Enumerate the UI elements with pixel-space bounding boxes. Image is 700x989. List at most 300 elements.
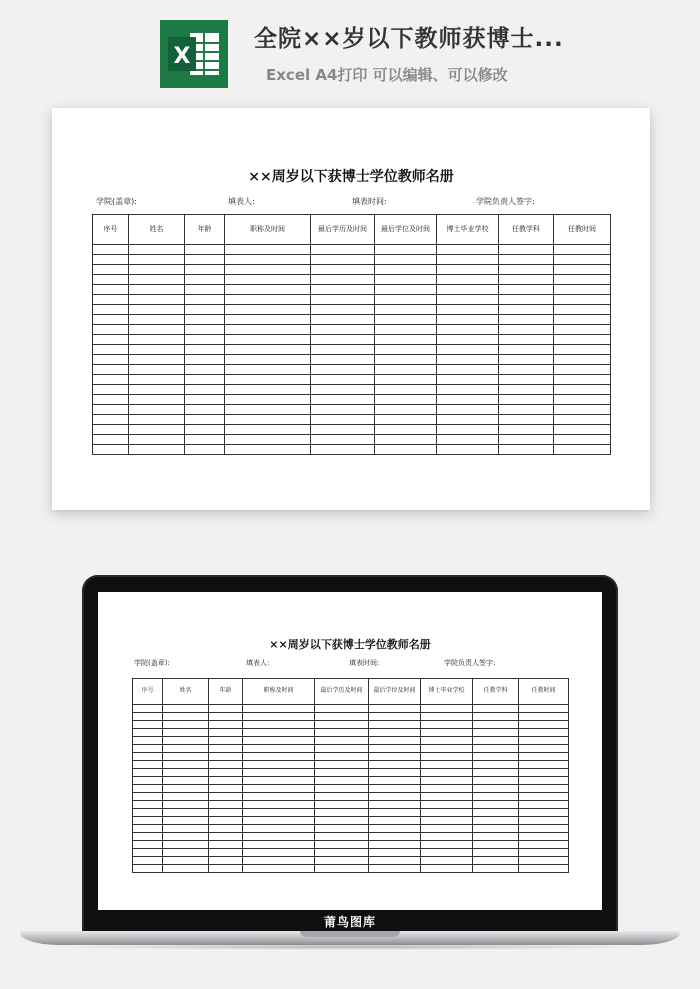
table-row <box>133 713 569 721</box>
table-cell <box>209 713 243 721</box>
table-cell <box>369 801 421 809</box>
table-cell <box>311 325 375 335</box>
table-cell <box>243 865 315 873</box>
laptop-notch <box>300 931 400 937</box>
column-header: 姓名 <box>129 215 185 245</box>
table-row <box>93 265 611 275</box>
table-cell <box>133 753 163 761</box>
table-row <box>133 825 569 833</box>
table-cell <box>315 793 369 801</box>
table-cell <box>93 245 129 255</box>
table-cell <box>315 865 369 873</box>
table-row <box>93 245 611 255</box>
table-cell <box>243 745 315 753</box>
table-cell <box>133 761 163 769</box>
table-cell <box>499 375 554 385</box>
column-header: 最后学位及时间 <box>375 215 437 245</box>
teacher-roster-table-laptop <box>132 678 569 873</box>
table-cell <box>519 817 569 825</box>
table-cell <box>243 761 315 769</box>
table-cell <box>554 375 611 385</box>
table-cell <box>554 435 611 445</box>
table-cell <box>185 365 225 375</box>
table-cell <box>225 415 311 425</box>
table-cell <box>133 729 163 737</box>
table-cell <box>369 825 421 833</box>
table-cell <box>209 761 243 769</box>
table-cell <box>129 265 185 275</box>
table-cell <box>185 285 225 295</box>
table-cell <box>554 295 611 305</box>
table-row <box>133 745 569 753</box>
table-cell <box>129 355 185 365</box>
table-cell <box>499 345 554 355</box>
table-cell <box>421 841 473 849</box>
table-cell <box>473 849 519 857</box>
table-cell <box>209 841 243 849</box>
table-row <box>93 315 611 325</box>
table-cell <box>225 275 311 285</box>
table-cell <box>473 785 519 793</box>
table-cell <box>473 761 519 769</box>
table-cell <box>311 395 375 405</box>
table-cell <box>209 785 243 793</box>
table-cell <box>93 395 129 405</box>
table-cell <box>315 713 369 721</box>
meta-fill-time: 填表时间: <box>352 197 387 206</box>
column-header: 任教时间 <box>519 679 569 705</box>
table-cell <box>554 395 611 405</box>
table-cell <box>519 865 569 873</box>
table-cell <box>473 737 519 745</box>
table-cell <box>519 745 569 753</box>
table-cell <box>499 395 554 405</box>
table-cell <box>473 769 519 777</box>
table-cell <box>209 745 243 753</box>
table-cell <box>163 745 209 753</box>
table-cell <box>133 825 163 833</box>
table-cell <box>93 445 129 455</box>
table-cell <box>163 857 209 865</box>
table-cell <box>243 713 315 721</box>
table-cell <box>163 849 209 857</box>
table-row <box>133 865 569 873</box>
column-header: 序号 <box>133 679 163 705</box>
table-cell <box>375 255 437 265</box>
table-cell <box>437 305 499 315</box>
table-cell <box>225 375 311 385</box>
table-cell <box>473 753 519 761</box>
table-cell <box>311 275 375 285</box>
table-cell <box>421 761 473 769</box>
table-cell <box>129 315 185 325</box>
table-cell <box>315 817 369 825</box>
table-cell <box>437 425 499 435</box>
table-row <box>133 769 569 777</box>
table-cell <box>473 841 519 849</box>
table-cell <box>554 325 611 335</box>
table-cell <box>499 425 554 435</box>
table-cell <box>163 777 209 785</box>
table-cell <box>519 825 569 833</box>
table-cell <box>129 395 185 405</box>
table-cell <box>437 275 499 285</box>
table-row <box>133 833 569 841</box>
table-cell <box>369 721 421 729</box>
table-cell <box>437 385 499 395</box>
table-cell <box>437 395 499 405</box>
table-cell <box>554 365 611 375</box>
table-cell <box>163 817 209 825</box>
table-cell <box>315 849 369 857</box>
table-cell <box>519 729 569 737</box>
table-cell <box>499 365 554 375</box>
table-row <box>133 729 569 737</box>
table-cell <box>243 857 315 865</box>
table-cell <box>437 245 499 255</box>
table-cell <box>315 729 369 737</box>
table-cell <box>437 295 499 305</box>
table-cell <box>133 713 163 721</box>
sheet-title-laptop: ××周岁以下获博士学位教师名册 <box>269 638 431 651</box>
table-row <box>93 255 611 265</box>
table-cell <box>519 705 569 713</box>
table-cell <box>519 801 569 809</box>
table-header-row <box>93 215 611 245</box>
table-cell <box>473 825 519 833</box>
table-cell <box>519 833 569 841</box>
table-cell <box>554 255 611 265</box>
table-cell <box>311 245 375 255</box>
table-cell <box>225 385 311 395</box>
table-cell <box>473 793 519 801</box>
table-cell <box>93 435 129 445</box>
table-cell <box>133 833 163 841</box>
table-row <box>133 841 569 849</box>
table-cell <box>519 857 569 865</box>
table-cell <box>225 365 311 375</box>
table-cell <box>369 817 421 825</box>
table-cell <box>185 305 225 315</box>
table-cell <box>375 425 437 435</box>
table-cell <box>129 435 185 445</box>
table-row <box>133 753 569 761</box>
table-cell <box>499 335 554 345</box>
table-cell <box>369 777 421 785</box>
table-cell <box>209 753 243 761</box>
table-cell <box>311 415 375 425</box>
table-cell <box>129 425 185 435</box>
table-cell <box>243 777 315 785</box>
table-cell <box>93 385 129 395</box>
table-cell <box>93 345 129 355</box>
table-cell <box>185 385 225 395</box>
table-cell <box>163 841 209 849</box>
table-cell <box>473 865 519 873</box>
table-cell <box>375 365 437 375</box>
table-cell <box>243 785 315 793</box>
table-cell <box>369 849 421 857</box>
table-cell <box>133 809 163 817</box>
table-cell <box>519 721 569 729</box>
table-cell <box>519 769 569 777</box>
table-cell <box>243 729 315 737</box>
table-cell <box>421 737 473 745</box>
table-row <box>133 801 569 809</box>
table-cell <box>129 415 185 425</box>
table-cell <box>129 325 185 335</box>
table-cell <box>499 325 554 335</box>
table-cell <box>519 849 569 857</box>
table-cell <box>163 785 209 793</box>
laptop-shadow <box>40 944 660 950</box>
table-cell <box>163 761 209 769</box>
table-cell <box>315 761 369 769</box>
table-row <box>93 355 611 365</box>
table-cell <box>209 729 243 737</box>
table-cell <box>185 405 225 415</box>
table-cell <box>225 345 311 355</box>
table-cell <box>311 305 375 315</box>
table-cell <box>375 245 437 255</box>
table-cell <box>209 849 243 857</box>
table-cell <box>473 777 519 785</box>
table-cell <box>315 769 369 777</box>
table-cell <box>243 841 315 849</box>
table-cell <box>209 825 243 833</box>
table-cell <box>315 737 369 745</box>
table-cell <box>185 425 225 435</box>
table-cell <box>499 285 554 295</box>
table-cell <box>369 737 421 745</box>
table-cell <box>499 355 554 365</box>
table-cell <box>163 705 209 713</box>
table-cell <box>133 721 163 729</box>
table-cell <box>133 705 163 713</box>
table-cell <box>499 415 554 425</box>
table-cell <box>473 857 519 865</box>
table-cell <box>311 435 375 445</box>
table-cell <box>163 737 209 745</box>
table-row <box>93 345 611 355</box>
table-cell <box>129 275 185 285</box>
table-cell <box>421 817 473 825</box>
table-cell <box>554 285 611 295</box>
table-cell <box>315 841 369 849</box>
table-cell <box>209 705 243 713</box>
table-cell <box>243 793 315 801</box>
table-cell <box>473 729 519 737</box>
table-cell <box>225 425 311 435</box>
table-cell <box>133 841 163 849</box>
table-row <box>133 793 569 801</box>
column-header: 职称及时间 <box>243 679 315 705</box>
table-cell <box>225 295 311 305</box>
table-cell <box>421 785 473 793</box>
table-cell <box>437 405 499 415</box>
excel-logo-letter: X <box>173 44 191 69</box>
table-cell <box>185 375 225 385</box>
table-cell <box>421 809 473 817</box>
table-cell <box>163 729 209 737</box>
table-cell <box>554 305 611 315</box>
table-cell <box>375 395 437 405</box>
table-cell <box>375 415 437 425</box>
table-cell <box>225 265 311 275</box>
table-cell <box>163 809 209 817</box>
table-cell <box>421 713 473 721</box>
table-cell <box>499 385 554 395</box>
table-cell <box>311 285 375 295</box>
table-cell <box>473 817 519 825</box>
document-title: 全院××岁以下教师获博士... <box>254 26 564 52</box>
table-cell <box>369 729 421 737</box>
table-cell <box>185 415 225 425</box>
table-cell <box>499 255 554 265</box>
table-row <box>133 705 569 713</box>
table-cell <box>554 275 611 285</box>
table-cell <box>129 255 185 265</box>
table-row <box>93 285 611 295</box>
table-cell <box>185 345 225 355</box>
table-cell <box>243 705 315 713</box>
table-row <box>93 395 611 405</box>
table-cell <box>93 285 129 295</box>
table-cell <box>163 793 209 801</box>
column-header: 任教学科 <box>499 215 554 245</box>
table-cell <box>185 395 225 405</box>
column-header: 最后学历及时间 <box>311 215 375 245</box>
table-cell <box>311 445 375 455</box>
table-cell <box>375 285 437 295</box>
table-cell <box>185 355 225 365</box>
table-cell <box>375 345 437 355</box>
table-cell <box>375 295 437 305</box>
table-cell <box>369 809 421 817</box>
table-cell <box>163 865 209 873</box>
table-cell <box>133 817 163 825</box>
table-cell <box>311 385 375 395</box>
table-cell <box>209 721 243 729</box>
table-cell <box>243 833 315 841</box>
column-header: 年龄 <box>185 215 225 245</box>
column-header: 序号 <box>93 215 129 245</box>
table-cell <box>499 445 554 455</box>
column-header: 博士毕业学校 <box>437 215 499 245</box>
table-cell <box>225 325 311 335</box>
table-cell <box>369 785 421 793</box>
table-cell <box>519 737 569 745</box>
table-cell <box>375 315 437 325</box>
table-cell <box>375 355 437 365</box>
table-cell <box>554 335 611 345</box>
table-cell <box>129 295 185 305</box>
table-cell <box>93 335 129 345</box>
table-cell <box>437 285 499 295</box>
table-cell <box>499 275 554 285</box>
table-cell <box>369 833 421 841</box>
table-cell <box>93 315 129 325</box>
table-cell <box>421 801 473 809</box>
table-cell <box>437 355 499 365</box>
table-row <box>133 785 569 793</box>
table-cell <box>311 365 375 375</box>
table-row <box>93 405 611 415</box>
table-cell <box>133 785 163 793</box>
table-cell <box>554 265 611 275</box>
table-cell <box>315 801 369 809</box>
table-cell <box>554 385 611 395</box>
table-cell <box>473 705 519 713</box>
table-cell <box>315 785 369 793</box>
table-cell <box>421 825 473 833</box>
table-row <box>93 335 611 345</box>
table-cell <box>93 375 129 385</box>
table-cell <box>437 265 499 275</box>
meta-filler: 填表人: <box>228 197 255 206</box>
table-cell <box>243 753 315 761</box>
table-cell <box>315 825 369 833</box>
table-cell <box>519 713 569 721</box>
table-cell <box>315 745 369 753</box>
meta-school-laptop: 学院(盖章): <box>134 659 170 667</box>
table-cell <box>311 405 375 415</box>
meta-fill-time-laptop: 填表时间: <box>349 659 380 667</box>
table-cell <box>473 713 519 721</box>
table-cell <box>225 285 311 295</box>
table-cell <box>421 857 473 865</box>
table-cell <box>225 395 311 405</box>
table-cell <box>375 445 437 455</box>
table-cell <box>437 255 499 265</box>
table-cell <box>315 721 369 729</box>
table-row <box>133 737 569 745</box>
table-row <box>133 857 569 865</box>
table-cell <box>133 865 163 873</box>
table-cell <box>369 793 421 801</box>
table-cell <box>421 745 473 753</box>
column-header: 职称及时间 <box>225 215 311 245</box>
table-cell <box>185 445 225 455</box>
table-cell <box>163 769 209 777</box>
column-header: 年龄 <box>209 679 243 705</box>
table-row <box>93 435 611 445</box>
table-cell <box>225 305 311 315</box>
table-cell <box>311 255 375 265</box>
table-cell <box>311 345 375 355</box>
table-cell <box>421 705 473 713</box>
table-cell <box>375 325 437 335</box>
table-row <box>133 809 569 817</box>
table-cell <box>375 305 437 315</box>
table-cell <box>375 375 437 385</box>
sheet-title: ××周岁以下获博士学位教师名册 <box>248 169 454 185</box>
table-cell <box>185 265 225 275</box>
table-cell <box>421 753 473 761</box>
table-cell <box>163 825 209 833</box>
table-cell <box>185 275 225 285</box>
table-cell <box>499 405 554 415</box>
laptop-screen <box>98 592 602 910</box>
table-cell <box>93 265 129 275</box>
table-cell <box>93 295 129 305</box>
table-cell <box>554 405 611 415</box>
table-cell <box>209 737 243 745</box>
table-cell <box>243 809 315 817</box>
table-cell <box>243 801 315 809</box>
table-row <box>93 385 611 395</box>
table-cell <box>209 777 243 785</box>
